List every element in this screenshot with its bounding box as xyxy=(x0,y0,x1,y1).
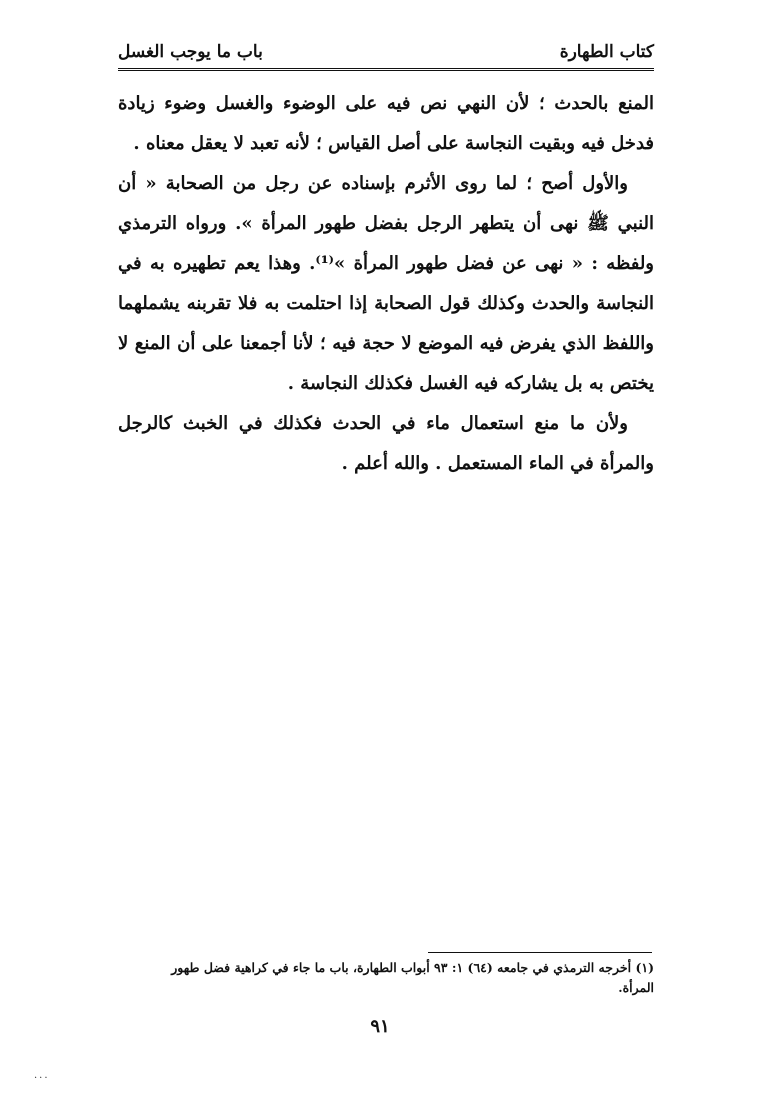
chapter-title: باب ما يوجب الغسل xyxy=(118,42,263,62)
book-title: كتاب الطهارة xyxy=(559,42,654,62)
paragraph-3: ولأن ما منع استعمال ماء في الحدث فكذلك في الخبث كالرجل والمرأة في الماء المستعمل . والله أعلم . xyxy=(118,413,654,474)
margin-mark: ... xyxy=(34,1070,50,1081)
running-header xyxy=(118,28,654,66)
paragraph-1: المنع بالحدث ؛ لأن النهي نص فيه على الوضوء والغسل وضوء زيادة فدخل فيه وبقيت النجاسة على أصل القياس ؛ لأنه تعبد لا يعقل معناه . xyxy=(118,93,654,154)
footnote-divider xyxy=(428,952,652,953)
body-text xyxy=(118,84,654,484)
paragraph-2: والأول أصح ؛ لما روى الأثرم بإسناده عن رجل من الصحابة « أن النبي ﷺ نهى أن يتطهر الرجل بفضل طهور المرأة ». ورواه الترمذي ولفظه : « نهى عن فضل طهور المرأة »⁽¹⁾. وهذا يعم تطهيره به في النجاسة والحدث وكذلك قول الصحابة إذا احتلمت به فلا تقربنه يشملهما واللفظ الذي يفرض فيه الموضع لا حجة فيه ؛ لأنا أجمعنا على أن المنع لا يختص به بل يشاركه فيه الغسل فكذلك النجاسة . xyxy=(118,173,654,394)
header-divider xyxy=(118,68,654,71)
footnote: (١) أخرجه الترمذي في جامعه (٦٤) ١: ٩٣ أبواب الطهارة، باب ما جاء في كراهية فضل طهور المرأة. xyxy=(171,960,654,995)
page-number: ٩١ xyxy=(370,1016,390,1037)
